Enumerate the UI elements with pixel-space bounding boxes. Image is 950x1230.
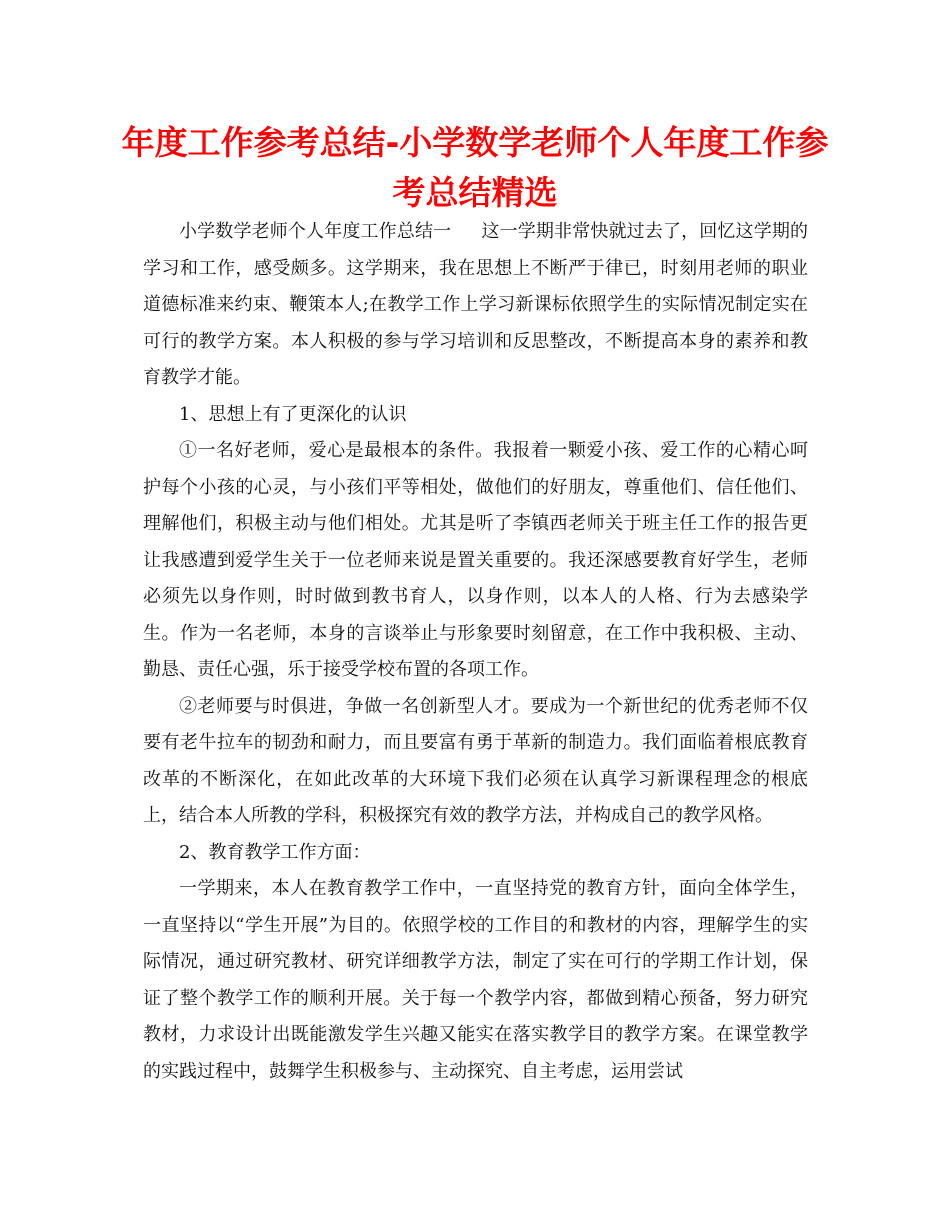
intro-text: 这一学期非常快就过去了，回忆这学期的学习和工作，感受颇多。这学期来，我在思想上不断严于律已，时刻用老师的职业道德标准来约束、鞭策本人;在教学工作上学习新课标依照学生的实际情况制定实在可行的教学方案。本人积极的参与学习培训和反思整改，不断提高本身的素养和教育教学才能。 (143, 221, 809, 388)
paragraph-innovation: ②老师要与时俱进，争做一名创新型人才。要成为一个新世纪的优秀老师不仅要有老牛拉车的韧劲和耐力，而且要富有勇于革新的制造力。我们面临着根底教育改革的不断深化，在如此改革的大环境下我们必须在认真学习新课程理念的根底上，结合本人所教的学科，积极探究有效的教学方法，并构成自己的教学风格。 (143, 695, 808, 826)
paragraph-love: ①一名好老师，爱心是最根本的条件。我报着一颗爱小孩、爱工作的心精心呵护每个小孩的心灵，与小孩们平等相处，做他们的好朋友，尊重他们、信任他们、理解他们，积极主动与他们相处。尤其是听了李镇西老师关于班主任工作的报告更让我感遭到爱学生关于一位老师来说是置关重要的。我还深感要教育好学生，老师必须先以身作则，时时做到教书育人，以身作则，以本人的人格、行为去感染学生。作为一名老师，本身的言谈举止与形象要时刻留意，在工作中我积极、主动、勤恳、责任心强，乐于接受学校布置的各项工作。 (143, 440, 808, 680)
intro-heading: 小学数学老师个人年度工作总结一 (179, 221, 452, 242)
document-body (143, 214, 808, 1090)
intro-paragraph (143, 214, 808, 397)
paragraph-teaching: 一学期来，本人在教育教学工作中，一直坚持党的教育方针，面向全体学生，一直坚持以“学生开展”为目的。依照学校的工作目的和教材的内容，理解学生的实际情况，通过研究教材、研究详细教学方法，制定了实在可行的学期工作计划，保证了整个教学工作的顺利开展。关于每一个教学内容，都做到精心预备，努力研究教材，力求设计出既能激发学生兴趣又能实在落实教学目的教学方案。在课堂教学的实践过程中，鼓舞学生积极参与、主动探究、自主考虑，运用尝试 (143, 878, 808, 1082)
section-heading-2: 2、教育教学工作方面： (179, 841, 371, 863)
document-title: 年度工作参考总结-小学数学老师个人年度工作参考总结精选 (121, 123, 829, 212)
section-heading-1: 1、思想上有了更深化的认识 (179, 403, 407, 425)
